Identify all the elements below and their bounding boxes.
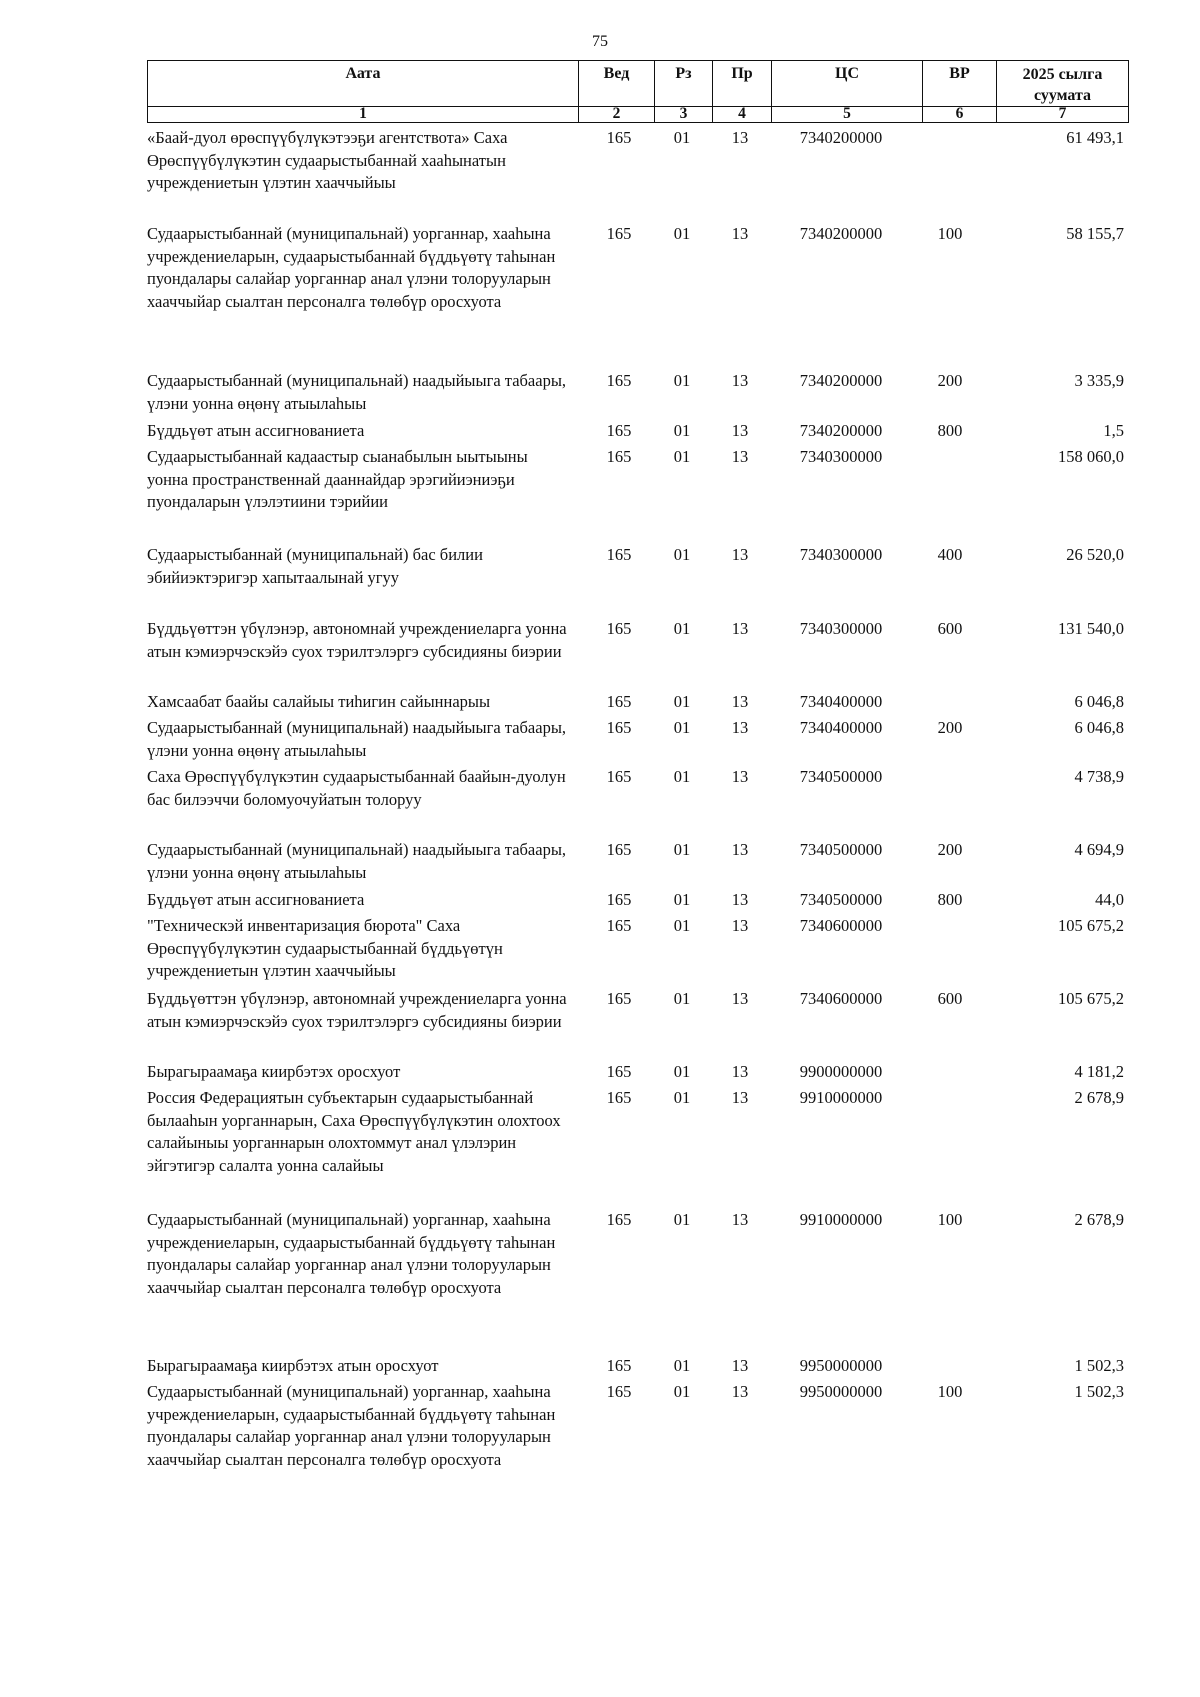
row-cs: 7340200000 — [799, 371, 883, 390]
row-sum: 105 675,2 — [1058, 989, 1124, 1008]
row-cs: 7340500000 — [799, 840, 883, 859]
row-pr: 13 — [731, 718, 749, 737]
header-cs: ЦС — [772, 61, 923, 107]
row-pr: 13 — [731, 421, 749, 440]
header-num-6: 6 — [923, 107, 997, 123]
row-cs: 7340600000 — [799, 916, 883, 935]
row-vr: 200 — [937, 371, 963, 390]
row-name: Судаарыстыбаннай (муниципальнай) наадыйыыга табаары, үлэни уонна өңөнү атыылаһыы — [147, 371, 567, 413]
row-sum: 158 060,0 — [1058, 447, 1124, 466]
row-pr: 13 — [731, 1088, 749, 1107]
row-cs: 7340300000 — [799, 447, 883, 466]
row-sum: 1 502,3 — [1074, 1356, 1124, 1375]
row-sum: 44,0 — [1095, 890, 1124, 909]
row-ved: 165 — [606, 545, 632, 564]
row-rz: 01 — [673, 371, 691, 390]
row-cs: 7340400000 — [799, 718, 883, 737]
row-pr: 13 — [731, 916, 749, 935]
row-vr: 100 — [937, 1210, 963, 1229]
row-ved: 165 — [606, 447, 632, 466]
row-ved: 165 — [606, 1210, 632, 1229]
row-name: Судаарыстыбаннай кадаастыр сыанабылын ыытыыны уонна пространственнай дааннайдар эрэгийиэниэҕи пуондаларын үлэлэтиини тэрийии — [147, 447, 528, 511]
row-rz: 01 — [673, 840, 691, 859]
row-rz: 01 — [673, 1210, 691, 1229]
row-name: Судаарыстыбаннай (муниципальнай) уорганнар, хааһына учреждениеларын, судаарыстыбаннай бүддьүөтү таһынан пуондалары салайар уорганнар анал үлэни толорууларын хааччыйар сыалтан персоналга төлөбүр оросхуота — [147, 1382, 556, 1469]
header-name: Аата — [148, 61, 579, 107]
row-cs: 9900000000 — [799, 1062, 883, 1081]
row-name: Судаарыстыбаннай (муниципальнай) уорганнар, хааһына учреждениеларын, судаарыстыбаннай бүддьүөтү таһынан пуондалары салайар уорганнар анал үлэни толорууларын хааччыйар сыалтан персоналга төлөбүр оросхуота — [147, 1210, 556, 1297]
row-vr: 100 — [937, 1382, 963, 1401]
row-pr: 13 — [731, 545, 749, 564]
row-pr: 13 — [731, 1356, 749, 1375]
row-vr: 600 — [937, 989, 963, 1008]
row-rz: 01 — [673, 989, 691, 1008]
row-ved: 165 — [606, 371, 632, 390]
row-vr: 200 — [937, 840, 963, 859]
row-sum: 2 678,9 — [1074, 1088, 1124, 1107]
row-rz: 01 — [673, 916, 691, 935]
row-pr: 13 — [731, 1382, 749, 1401]
row-pr: 13 — [731, 890, 749, 909]
row-vr: 800 — [937, 890, 963, 909]
row-rz: 01 — [673, 692, 691, 711]
row-ved: 165 — [606, 692, 632, 711]
row-name: Саха Өрөспүүбүлүкэтин судаарыстыбаннай баайын-дуолун бас билээччи боломуочуйатын толоруу — [147, 767, 566, 809]
row-ved: 165 — [606, 1356, 632, 1375]
row-rz: 01 — [673, 128, 691, 147]
row-name: Судаарыстыбаннай (муниципальнай) бас билии эбийиэктэригэр хапытаалынай угуу — [147, 545, 483, 587]
page-number: 75 — [592, 33, 608, 50]
row-name: Бырагыраамаҕа киирбэтэх оросхуот — [147, 1062, 401, 1081]
row-ved: 165 — [606, 718, 632, 737]
row-pr: 13 — [731, 447, 749, 466]
row-cs: 9950000000 — [799, 1382, 883, 1401]
row-cs: 9910000000 — [799, 1088, 883, 1107]
header-vr: ВР — [923, 61, 997, 107]
row-vr: 100 — [937, 224, 963, 243]
row-name: Бүддьүөт атын ассигнованиета — [147, 890, 365, 909]
row-ved: 165 — [606, 1382, 632, 1401]
row-sum: 26 520,0 — [1066, 545, 1124, 564]
row-pr: 13 — [731, 1210, 749, 1229]
row-ved: 165 — [606, 840, 632, 859]
row-rz: 01 — [673, 890, 691, 909]
row-name: Судаарыстыбаннай (муниципальнай) наадыйыыга табаары, үлэни уонна өңөнү атыылаһыы — [147, 718, 567, 760]
row-ved: 165 — [606, 421, 632, 440]
row-pr: 13 — [731, 692, 749, 711]
row-ved: 165 — [606, 128, 632, 147]
row-cs: 7340300000 — [799, 545, 883, 564]
row-rz: 01 — [673, 718, 691, 737]
row-cs: 7340500000 — [799, 890, 883, 909]
row-cs: 7340500000 — [799, 767, 883, 786]
row-ved: 165 — [606, 767, 632, 786]
row-vr: 400 — [937, 545, 963, 564]
header-rz: Рз — [655, 61, 713, 107]
row-cs: 7340400000 — [799, 692, 883, 711]
header-num-7: 7 — [997, 107, 1129, 123]
row-ved: 165 — [606, 1088, 632, 1107]
row-pr: 13 — [731, 840, 749, 859]
row-name: Россия Федерациятын субъектарын судаарыстыбаннай былааһын уорганнарын, Саха Өрөспүүбүлүкэтин олохтоох салайыныы уорганнарын олохтоммут анал үлэлэрин эйгэтигэр салалта уонна салайыы — [147, 1088, 561, 1175]
row-vr: 800 — [937, 421, 963, 440]
row-rz: 01 — [673, 1382, 691, 1401]
row-rz: 01 — [673, 224, 691, 243]
row-rz: 01 — [673, 447, 691, 466]
row-sum: 4 181,2 — [1074, 1062, 1124, 1081]
row-ved: 165 — [606, 890, 632, 909]
row-name: Бырагыраамаҕа киирбэтэх атын оросхуот — [147, 1356, 439, 1375]
row-pr: 13 — [731, 371, 749, 390]
row-pr: 13 — [731, 1062, 749, 1081]
row-rz: 01 — [673, 767, 691, 786]
header-pr: Пр — [713, 61, 772, 107]
row-sum: 6 046,8 — [1074, 718, 1124, 737]
row-ved: 165 — [606, 1062, 632, 1081]
row-rz: 01 — [673, 1062, 691, 1081]
row-pr: 13 — [731, 619, 749, 638]
row-ved: 165 — [606, 619, 632, 638]
row-name: Судаарыстыбаннай (муниципальнай) уорганнар, хааһына учреждениеларын, судаарыстыбаннай бүддьүөтү таһынан пуондалары салайар уорганнар анал үлэни толорууларын хааччыйар сыалтан персоналга төлөбүр оросхуота — [147, 224, 556, 311]
row-name: Бүддьүөттэн үбүлэнэр, автономнай учреждениеларга уонна атын кэмиэрчэскэйэ суох тэрилтэлэргэ субсидияны биэрии — [147, 619, 567, 661]
row-cs: 7340200000 — [799, 421, 883, 440]
row-pr: 13 — [731, 224, 749, 243]
row-name: Хамсаабат баайы салайыы тиһигин сайыннарыы — [147, 692, 491, 711]
row-ved: 165 — [606, 224, 632, 243]
row-ved: 165 — [606, 989, 632, 1008]
row-rz: 01 — [673, 1356, 691, 1375]
header-ved: Вед — [579, 61, 655, 107]
row-pr: 13 — [731, 128, 749, 147]
header-amount: 2025 сылга суумата — [997, 61, 1129, 107]
row-name: Бүддьүөттэн үбүлэнэр, автономнай учреждениеларга уонна атын кэмиэрчэскэйэ суох тэрилтэлэргэ субсидияны биэрии — [147, 989, 567, 1031]
header-num-3: 3 — [655, 107, 713, 123]
row-sum: 2 678,9 — [1074, 1210, 1124, 1229]
row-vr: 200 — [937, 718, 963, 737]
row-cs: 9910000000 — [799, 1210, 883, 1229]
header-num-1: 1 — [148, 107, 579, 123]
row-sum: 1,5 — [1103, 421, 1124, 440]
row-sum: 6 046,8 — [1074, 692, 1124, 711]
row-cs: 7340200000 — [799, 128, 883, 147]
row-sum: 1 502,3 — [1074, 1382, 1124, 1401]
row-cs: 7340200000 — [799, 224, 883, 243]
row-sum: 61 493,1 — [1066, 128, 1124, 147]
header-num-2: 2 — [579, 107, 655, 123]
row-sum: 58 155,7 — [1066, 224, 1124, 243]
row-name: Судаарыстыбаннай (муниципальнай) наадыйыыга табаары, үлэни уонна өңөнү атыылаһыы — [147, 840, 567, 882]
header-num-4: 4 — [713, 107, 772, 123]
row-sum: 4 738,9 — [1074, 767, 1124, 786]
row-sum: 3 335,9 — [1074, 371, 1124, 390]
row-rz: 01 — [673, 545, 691, 564]
row-ved: 165 — [606, 916, 632, 935]
row-cs: 7340300000 — [799, 619, 883, 638]
row-cs: 9950000000 — [799, 1356, 883, 1375]
row-pr: 13 — [731, 767, 749, 786]
row-sum: 4 694,9 — [1074, 840, 1124, 859]
header-num-5: 5 — [772, 107, 923, 123]
row-pr: 13 — [731, 989, 749, 1008]
row-cs: 7340600000 — [799, 989, 883, 1008]
row-vr: 600 — [937, 619, 963, 638]
row-rz: 01 — [673, 421, 691, 440]
row-rz: 01 — [673, 1088, 691, 1107]
row-name: "Техническэй инвентаризация бюрота" Саха Өрөспүүбүлүкэтин судаарыстыбаннай бүддьүөтүн учреждениетын үлэтин хааччыйыы — [147, 916, 503, 980]
row-sum: 131 540,0 — [1058, 619, 1124, 638]
row-name: «Баай-дуол өрөспүүбүлүкэтээҕи агентствота» Саха Өрөспүүбүлүкэтин судаарыстыбаннай хааһынатын учреждениетын үлэтин хааччыйыы — [147, 128, 508, 192]
table-header — [147, 60, 1129, 123]
row-name: Бүддьүөт атын ассигнованиета — [147, 421, 365, 440]
row-sum: 105 675,2 — [1058, 916, 1124, 935]
row-rz: 01 — [673, 619, 691, 638]
